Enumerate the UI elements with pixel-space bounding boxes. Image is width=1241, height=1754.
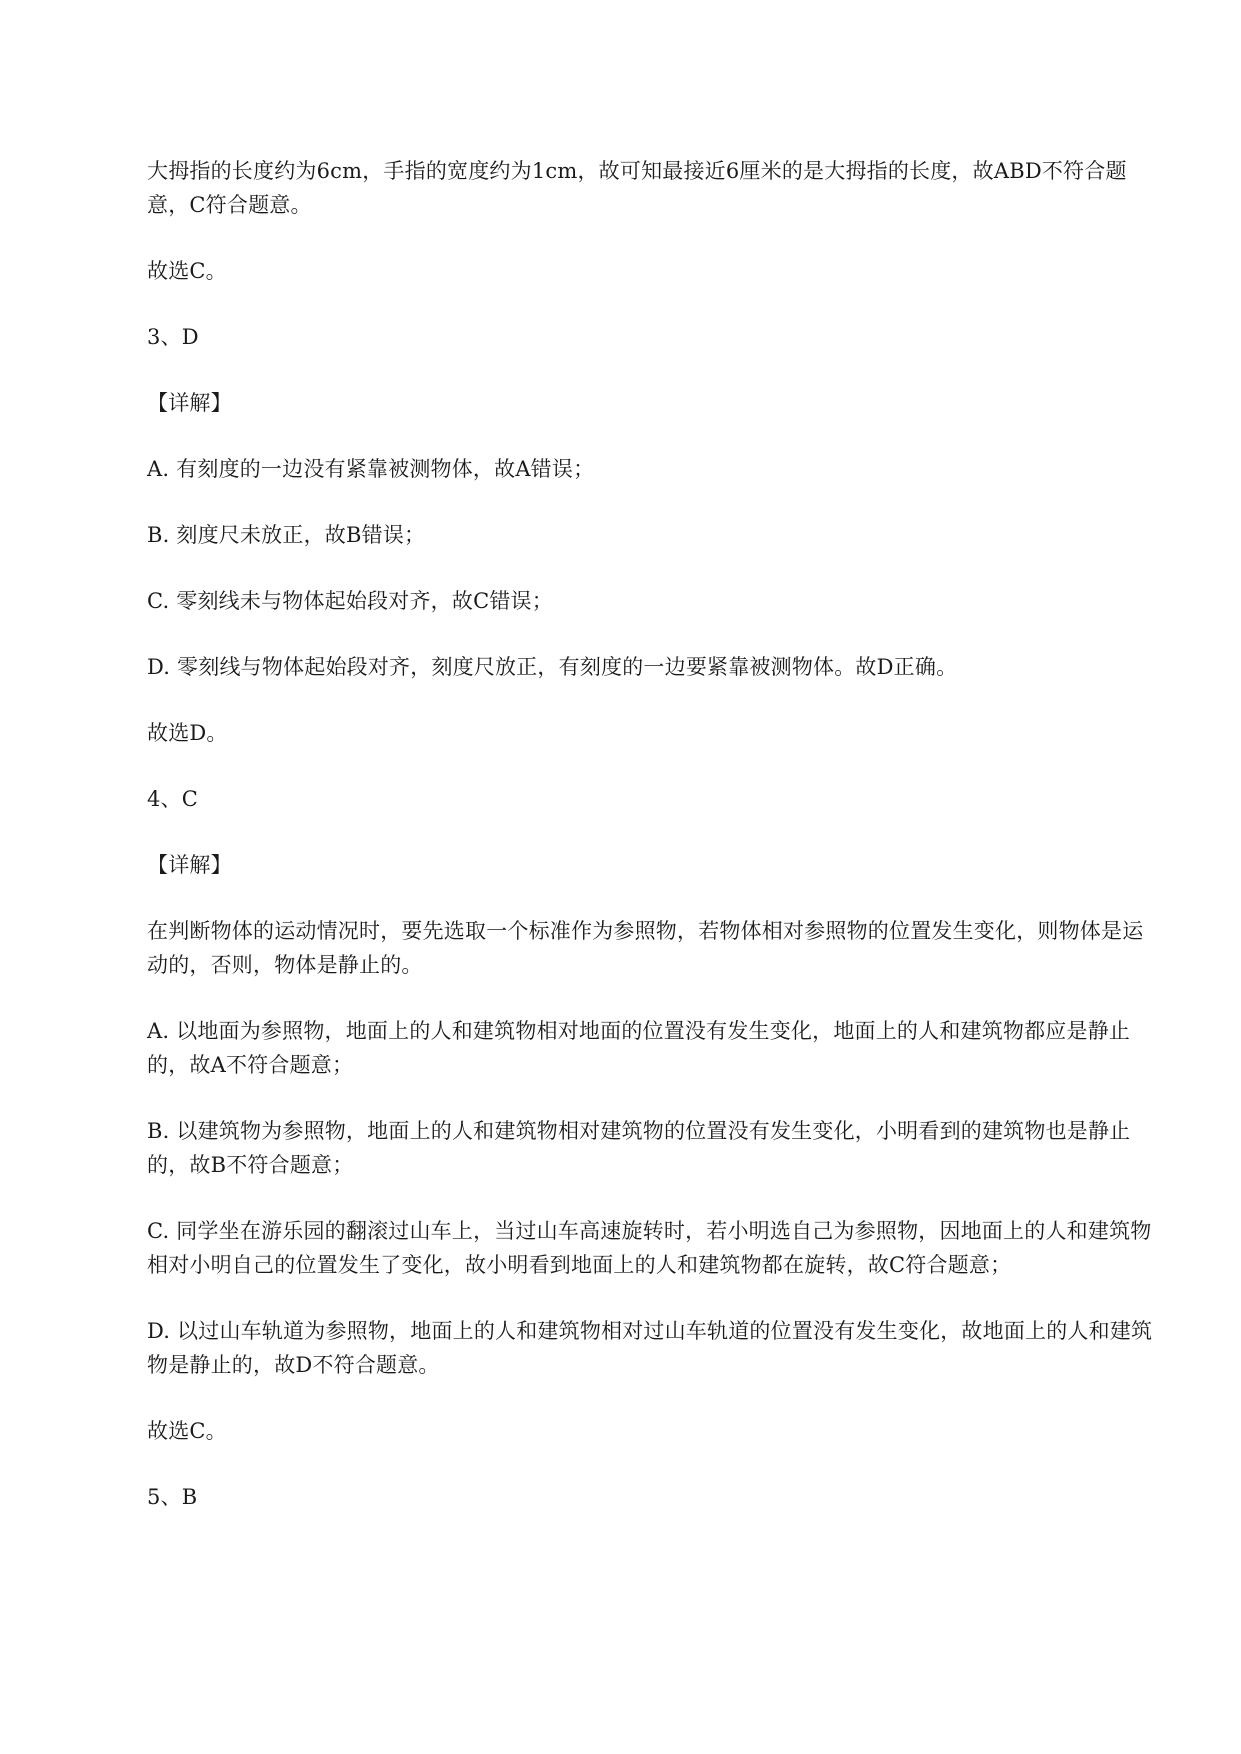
paragraph-answer-c: 故选C。 xyxy=(147,259,227,283)
reference-frame-explanation: 在判断物体的运动情况时，要先选取一个标准作为参照物，若物体相对参照物的位置发生变化，则物体是运动的，否则，物体是静止的。 xyxy=(147,919,1144,977)
option-a-explanation: A. 有刻度的一边没有紧靠被测物体，故A错误； xyxy=(147,457,595,481)
question-4-answer: 4、C xyxy=(147,787,199,811)
option-d-explanation: D. 以过山车轨道为参照物，地面上的人和建筑物相对过山车轨道的位置没有发生变化，故地面上的人和建筑物是静止的，故D不符合题意。 xyxy=(147,1319,1153,1377)
paragraph-answer-d: 故选D。 xyxy=(147,721,228,745)
question-3-answer: 3、D xyxy=(147,325,199,349)
option-d-explanation: D. 零刻线与物体起始段对齐，刻度尺放正，有刻度的一边要紧靠被测物体。故D正确。 xyxy=(147,655,958,679)
option-c-explanation: C. 零刻线未与物体起始段对齐，故C错误； xyxy=(147,589,553,613)
option-c-explanation: C. 同学坐在游乐园的翻滚过山车上，当过山车高速旋转时，若小明选自己为参照物，因地面上的人和建筑物相对小明自己的位置发生了变化，故小明看到地面上的人和建筑物都在旋转，故C符合题意； xyxy=(147,1219,1152,1277)
paragraph-answer-c: 故选C。 xyxy=(147,1419,227,1443)
option-b-explanation: B. 以建筑物为参照物，地面上的人和建筑物相对建筑物的位置没有发生变化，小明看到的建筑物也是静止的，故B不符合题意； xyxy=(147,1119,1131,1177)
paragraph-thumb-length: 大拇指的长度约为6cm，手指的宽度约为1cm，故可知最接近6厘米的是大拇指的长度，故ABD不符合题意，C符合题意。 xyxy=(147,159,1127,217)
option-a-explanation: A. 以地面为参照物，地面上的人和建筑物相对地面的位置没有发生变化，地面上的人和建筑物都应是静止的，故A不符合题意； xyxy=(147,1019,1131,1077)
detail-heading: 【详解】 xyxy=(147,391,232,415)
detail-heading: 【详解】 xyxy=(147,853,232,877)
option-b-explanation: B. 刻度尺未放正，故B错误； xyxy=(147,523,426,547)
question-5-answer: 5、B xyxy=(147,1485,198,1509)
